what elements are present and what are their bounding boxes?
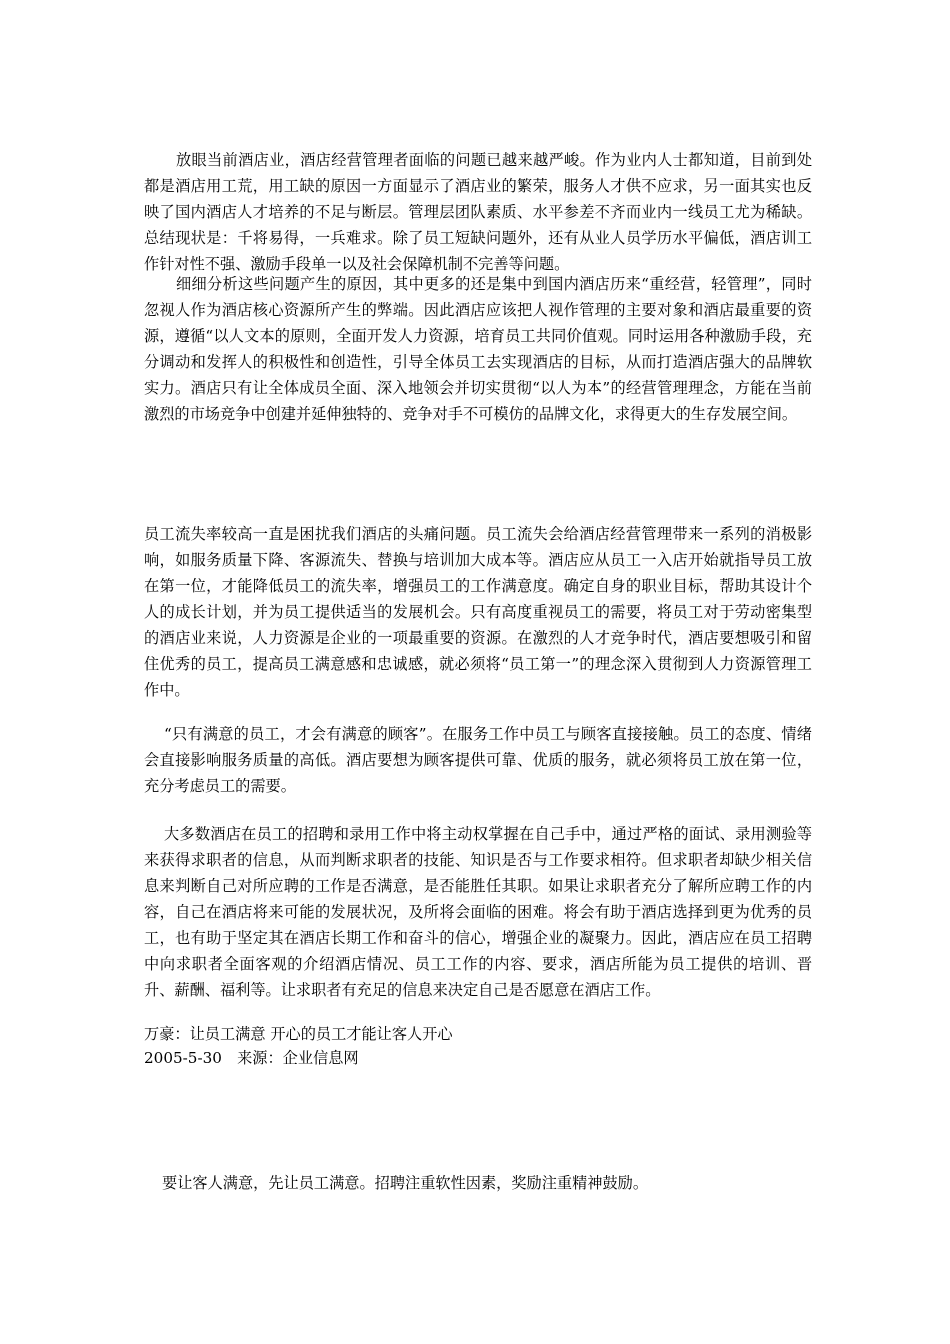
paragraph-4: “只有满意的员工，才会有满意的顾客”。在服务工作中员工与顾客直接接触。员工的态度、情绪会直接影响服务质量的高低。酒店要想为顾客提供可靠、优质的服务，就必须将员工放在第一位，充分考虑员工的需要。	[144, 725, 812, 795]
closing-line: 要让客人满意，先让员工满意。招聘注重软性因素，奖励注重精神鼓励。	[162, 1174, 648, 1192]
paragraph-1: 放眼当前酒店业，酒店经营管理者面临的问题已越来越严峻。作为业内人士都知道，目前到处都是酒店用工荒，用工缺的原因一方面显示了酒店业的繁荣，服务人才供不应求，另一面其实也反映了国内酒店人才培养的不足与断层。管理层团队素质、水平参差不齐而业内一线员工尤为稀缺。总结现状是：千将易得，一兵难求。除了员工短缺问题外，还有从业人员学历水平偏低，酒店训工作针对性不强、激励手段单一以及社会保障机制不完善等问题。	[144, 151, 812, 273]
source-line: 2005-5-30 来源：企业信息网	[144, 1049, 359, 1067]
article-title: 万豪：让员工满意 开心的员工才能让客人开心	[144, 1025, 453, 1043]
paragraph-2: 细细分析这些问题产生的原因，其中更多的还是集中到国内酒店历来“重经营，轻管理”，同时忽视人作为酒店核心资源所产生的弊端。因此酒店应该把人视作管理的主要对象和酒店最重要的资源，遵循“以人文本的原则，全面开发人力资源，培育员工共同价值观。同时运用各种激励手段，充分调动和发挥人的积极性和创造性，引导全体员工去实现酒店的目标，从而打造酒店强大的品牌软实力。酒店只有让全体成员全面、深入地领会并切实贯彻“以人为本”的经营管理理念，方能在当前激烈的市场竞争中创建并延伸独特的、竞争对手不可模仿的品牌文化，求得更大的生存发展空间。	[144, 275, 812, 423]
paragraph-3: 员工流失率较高一直是困扰我们酒店的头痛问题。员工流失会给酒店经营管理带来一系列的消极影响，如服务质量下降、客源流失、替换与培训加大成本等。酒店应从员工一入店开始就指导员工放在第一位，才能降低员工的流失率，增强员工的工作满意度。确定自身的职业目标，帮助其设计个人的成长计划，并为员工提供适当的发展机会。只有高度重视员工的需要，将员工对于劳动密集型的酒店业来说，人力资源是企业的一项最重要的资源。在激烈的人才竞争时代，酒店要想吸引和留住优秀的员工，提高员工满意感和忠诚感，就必须将“员工第一”的理念深入贯彻到人力资源管理工作中。	[144, 525, 812, 699]
paragraph-5: 大多数酒店在员工的招聘和录用工作中将主动权掌握在自己手中，通过严格的面试、录用测验等来获得求职者的信息，从而判断求职者的技能、知识是否与工作要求相符。但求职者却缺少相关信息来判断自己对所应聘的工作是否满意，是否能胜任其职。如果让求职者充分了解所应聘工作的内容，自己在酒店将来可能的发展状况，及所将会面临的困难。将会有助于酒店选择到更为优秀的员工，也有助于坚定其在酒店长期工作和奋斗的信心，增强企业的凝聚力。因此，酒店应在员工招聘中向求职者全面客观的介绍酒店情况、员工工作的内容、要求，酒店所能为员工提供的培训、晋升、薪酬、福利等。让求职者有充足的信息来决定自己是否愿意在酒店工作。	[144, 825, 812, 999]
